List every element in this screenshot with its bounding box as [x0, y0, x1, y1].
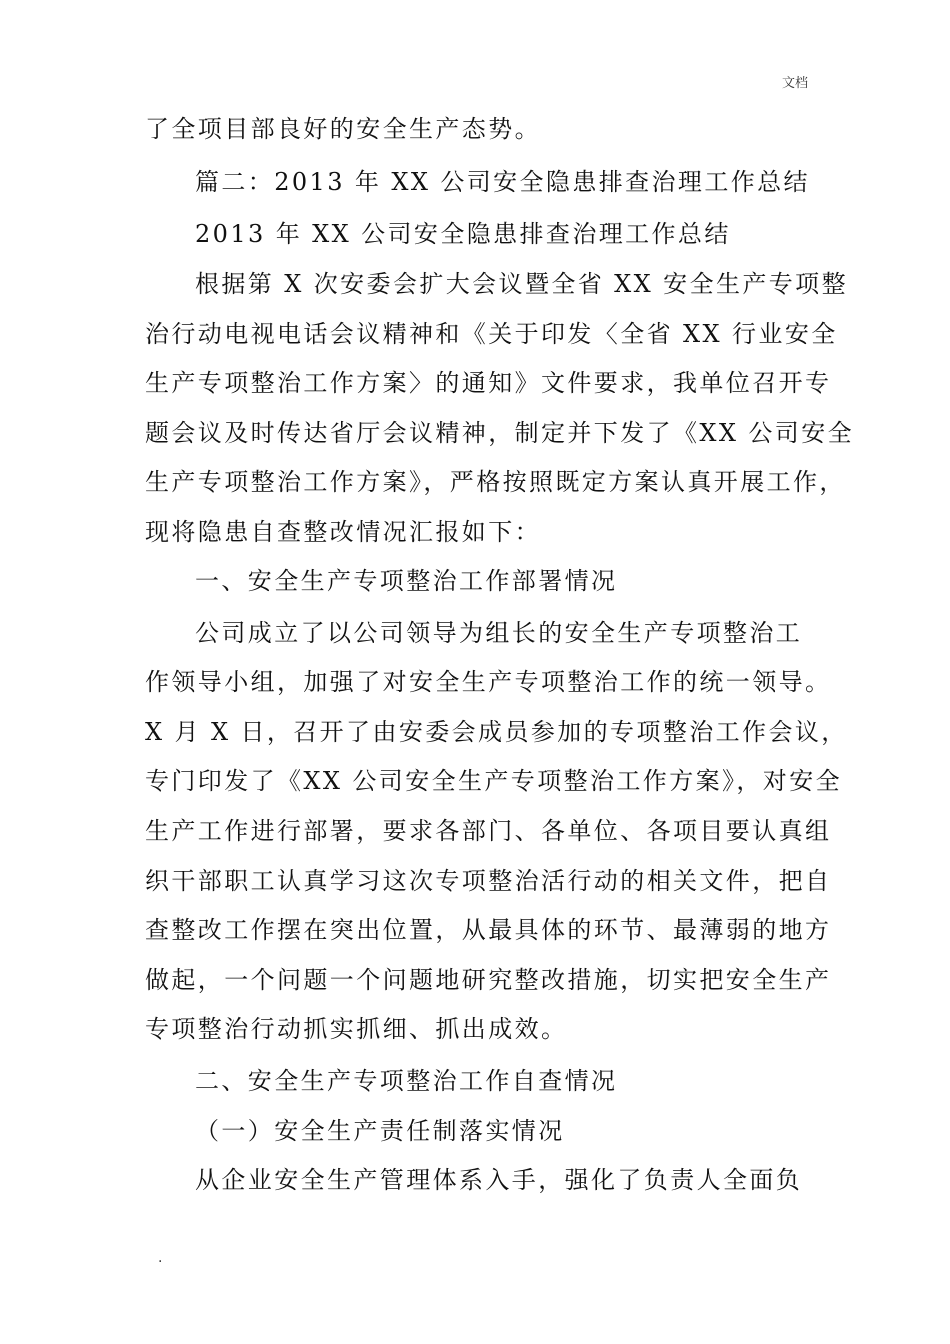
text-line: 了全项目部良好的安全生产态势。	[145, 115, 541, 143]
text-line: 生产专项整治工作方案〉的通知》文件要求，我单位召开专	[145, 369, 832, 397]
text-line: 织干部职工认真学习这次专项整治活行动的相关文件，把自	[145, 867, 832, 895]
text-line: 从企业安全生产管理体系入手，强化了负责人全面负	[195, 1166, 803, 1194]
page-header-label: 文档	[781, 76, 808, 91]
text-line: 作领导小组，加强了对安全生产专项整治工作的统一领导。	[145, 668, 832, 696]
subsection-heading: （一）安全生产责任制落实情况	[195, 1117, 565, 1145]
footer-mark: .	[158, 1250, 163, 1266]
text-line: 公司成立了以公司领导为组长的安全生产专项整治工	[195, 619, 803, 647]
section-heading: 一、安全生产专项整治工作部署情况	[195, 567, 618, 595]
text-line: 根据第 X 次安委会扩大会议暨全省 XX 安全生产专项整	[195, 270, 848, 298]
text-line: 题会议及时传达省厅会议精神，制定并下发了《XX 公司安全	[145, 419, 854, 447]
text-line: 生产专项整治工作方案》，严格按照既定方案认真开展工作，	[145, 468, 846, 496]
text-line: 专门印发了《XX 公司安全生产专项整治工作方案》，对安全	[145, 767, 842, 795]
text-line: 做起，一个问题一个问题地研究整改措施，切实把安全生产	[145, 966, 832, 994]
text-line: 现将隐患自查整改情况汇报如下：	[145, 518, 541, 546]
text-line: 专项整治行动抓实抓细、抓出成效。	[145, 1015, 568, 1043]
section-title: 篇二：2013 年 XX 公司安全隐患排查治理工作总结	[195, 168, 810, 196]
text-line: 查整改工作摆在突出位置，从最具体的环节、最薄弱的地方	[145, 916, 832, 944]
text-line: 生产工作进行部署，要求各部门、各单位、各项目要认真组	[145, 817, 832, 845]
text-line: 治行动电视电话会议精神和《关于印发〈全省 XX 行业安全	[145, 320, 838, 348]
text-line: X 月 X 日，召开了由安委会成员参加的专项整治工作会议，	[145, 718, 848, 746]
section-heading: 二、安全生产专项整治工作自查情况	[195, 1067, 618, 1095]
document-title: 2013 年 XX 公司安全隐患排查治理工作总结	[195, 220, 731, 248]
